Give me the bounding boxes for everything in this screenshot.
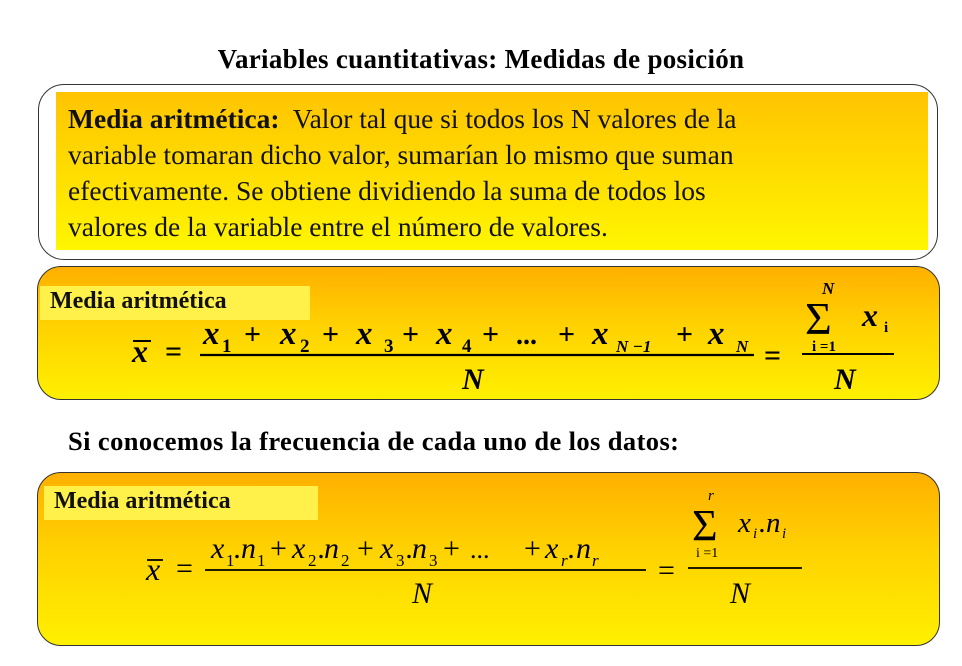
- xbar-symbol-2: x: [146, 551, 161, 587]
- svg-text:+: +: [402, 318, 420, 351]
- definition-line-3: efectivamente. Se obtiene dividiendo la suma de todos los: [68, 175, 706, 206]
- sigma-lower-i1: i =1: [812, 339, 836, 355]
- definition-line-2: variable tomaran dicho valor, sumarían lo mismo que suman: [68, 139, 734, 170]
- equals-sign-2: =: [764, 339, 782, 372]
- svg-text:.: .: [568, 532, 576, 565]
- svg-text:+: +: [357, 532, 374, 565]
- sigma-lower-i1-2: i =1: [696, 546, 719, 561]
- term-x2: x: [280, 316, 297, 352]
- slide-title: Variables cuantitativas: Medidas de posición: [217, 44, 745, 74]
- equals-sign-3: =: [176, 552, 193, 585]
- svg-text:3: 3: [429, 551, 438, 570]
- svg-text:n: n: [412, 532, 427, 565]
- svg-text:N −1: N −1: [616, 337, 652, 356]
- svg-text:n: n: [766, 507, 781, 539]
- sigma-symbol-2: Σ: [692, 501, 718, 550]
- definition-term: Media aritmética:: [68, 103, 280, 134]
- svg-text:r: r: [561, 551, 568, 570]
- formula-panel-simple-label: Media aritmética: [40, 286, 310, 320]
- svg-text:n: n: [324, 532, 339, 565]
- definition-line-4: valores de la variable entre el número de valores.: [68, 211, 608, 242]
- definition-line-1: Media aritmética: Valor tal que si todos los N valores de la: [68, 103, 737, 134]
- svg-text:2: 2: [300, 336, 310, 357]
- svg-text:.: .: [759, 507, 767, 539]
- svg-text:n: n: [241, 532, 256, 565]
- svg-text:3: 3: [396, 551, 405, 570]
- equals-sign-1: =: [165, 335, 183, 368]
- term-xi: x: [862, 297, 878, 333]
- svg-text:+: +: [443, 532, 460, 565]
- frequency-text: Si conocemos la frecuencia de cada uno de los datos:: [68, 426, 680, 456]
- svg-text:2: 2: [341, 551, 350, 570]
- svg-text:1: 1: [226, 551, 235, 570]
- svg-text:n: n: [576, 532, 591, 565]
- svg-text:.: .: [406, 532, 414, 565]
- svg-text:1: 1: [222, 336, 232, 357]
- svg-text:4: 4: [462, 336, 472, 357]
- denominator-N-3: N: [412, 577, 433, 610]
- term-xNm1: x: [592, 316, 609, 352]
- denominator-N-1: N: [462, 363, 484, 396]
- svg-text:x: x: [211, 532, 225, 565]
- ellipsis-2: ...: [470, 535, 490, 564]
- svg-text:r: r: [592, 551, 599, 570]
- svg-text:+: +: [524, 532, 541, 565]
- svg-text:+: +: [270, 532, 287, 565]
- svg-text:+: +: [558, 318, 576, 351]
- term-x1: x: [203, 316, 220, 352]
- svg-text:x: x: [545, 532, 559, 565]
- formula-panel-weighted-label: Media aritmética: [44, 486, 318, 520]
- term-xN: x: [708, 316, 725, 352]
- sigma-upper-N: N: [822, 279, 835, 298]
- equals-sign-4: =: [658, 554, 675, 587]
- svg-text:+: +: [482, 318, 500, 351]
- ellipsis-1: ...: [516, 320, 537, 351]
- svg-text:+: +: [244, 318, 262, 351]
- svg-text:i: i: [884, 320, 889, 336]
- svg-text:3: 3: [384, 336, 394, 357]
- svg-text:2: 2: [308, 551, 317, 570]
- svg-text:i: i: [782, 526, 787, 542]
- denominator-N-2: N: [834, 363, 856, 396]
- svg-text:+: +: [676, 318, 694, 351]
- svg-text:i: i: [753, 526, 758, 542]
- sigma-symbol-1: Σ: [805, 293, 832, 344]
- svg-text:x: x: [292, 532, 306, 565]
- xbar-symbol: x: [132, 333, 148, 369]
- sigma-upper-r: r: [708, 488, 714, 504]
- svg-text:N: N: [736, 337, 749, 356]
- svg-text:x: x: [380, 532, 394, 565]
- term-x4: x: [436, 316, 453, 352]
- denominator-N-4: N: [730, 577, 751, 610]
- svg-text:x: x: [738, 507, 751, 539]
- svg-text:.: .: [318, 532, 326, 565]
- term-x3: x: [356, 316, 373, 352]
- svg-text:.: .: [234, 532, 242, 565]
- svg-text:+: +: [322, 318, 340, 351]
- svg-text:1: 1: [257, 551, 266, 570]
